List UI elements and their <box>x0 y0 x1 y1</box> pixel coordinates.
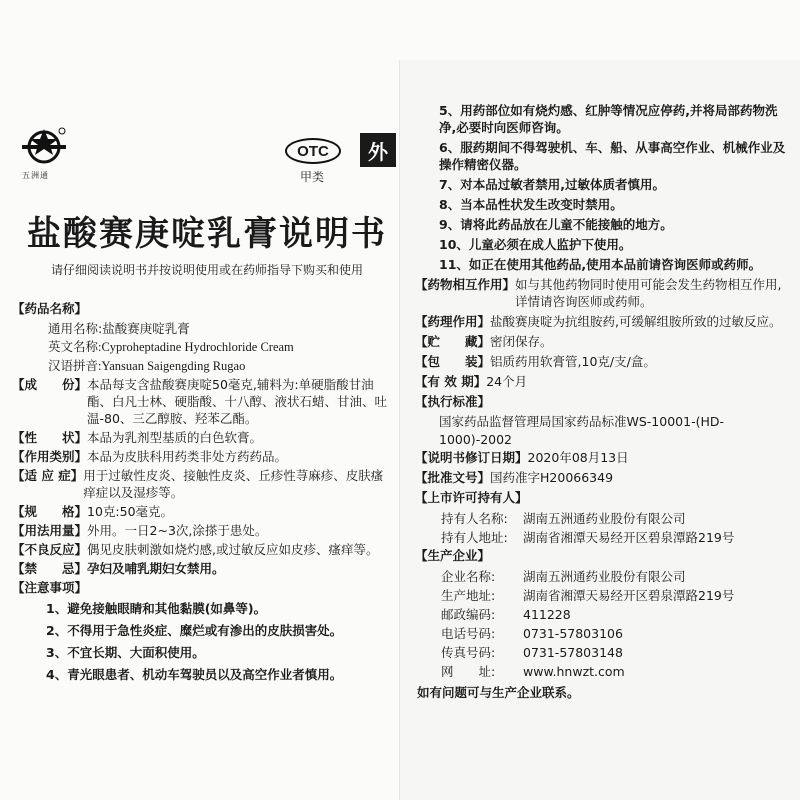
precaution-item: 5、用药部位如有烧灼感、红肿等情况应停药,并将局部药物洗净,必要时向医师咨询。 <box>439 103 778 135</box>
section-label: 【药物相互作用】 <box>415 277 516 292</box>
logo-wordmark: 五洲通 <box>22 171 49 180</box>
section-pharmacology <box>415 313 790 330</box>
section-label: 【规 格】 <box>12 504 88 519</box>
section-label: 【执行标准】 <box>415 394 491 409</box>
section-indications <box>12 467 392 501</box>
holder-address: 湖南省湘潭天易经开区碧泉潭路219号 <box>523 530 735 545</box>
section-label: 【性 状】 <box>12 430 88 445</box>
fax-row <box>415 643 790 662</box>
field-key: 传真号码: <box>441 645 496 660</box>
usage-text: 外用。一日2~3次,涂搽于患处。 <box>87 523 268 538</box>
otc-badge: OTC <box>285 138 341 164</box>
website-row <box>415 662 790 681</box>
section-label: 【禁 忌】 <box>12 561 88 576</box>
section-ingredients <box>12 376 392 427</box>
section-label: 【生产企业】 <box>415 548 491 563</box>
section-package <box>415 353 790 370</box>
holder-name-row <box>415 509 790 528</box>
section-label: 【贮 藏】 <box>415 334 491 349</box>
spec-text: 10克:50毫克。 <box>87 504 174 519</box>
section-spec <box>12 503 392 520</box>
category-text: 本品为皮肤科用药类非处方药药品。 <box>87 449 288 464</box>
english-name: 英文名称:Cyproheptadine Hydrochloride Cream <box>48 340 294 354</box>
section-usage <box>12 522 392 539</box>
section-label: 【成 份】 <box>12 377 88 392</box>
section-label: 【药理作用】 <box>415 314 491 329</box>
section-standard <box>415 393 790 410</box>
postcode-row <box>415 605 790 624</box>
revision-date-text: 2020年08月13日 <box>527 450 629 465</box>
section-label: 【说明书修订日期】 <box>415 450 528 465</box>
field-key: 生产地址: <box>441 588 496 603</box>
section-appearance <box>12 429 392 446</box>
generic-name: 通用名称:盐酸赛庚啶乳膏 <box>48 321 190 336</box>
maker-address-row <box>415 586 790 605</box>
field-key: 邮政编码: <box>441 607 496 622</box>
indications-text: 用于过敏性皮炎、接触性皮炎、丘疹性荨麻疹、皮肤瘙痒症以及湿疹等。 <box>83 468 384 500</box>
section-validity <box>415 373 790 390</box>
section-contraindications <box>12 560 392 577</box>
standard-text: 国家药品监督管理局国家药品标准WS-10001-(HD-1000)-2002 <box>439 414 724 447</box>
precaution-item: 9、请将此药品放在儿童不能接触的地方。 <box>439 217 673 232</box>
maker-name-row <box>415 567 790 586</box>
field-key: 持有人名称: <box>441 511 508 526</box>
external-use-badge: 外 <box>360 133 396 167</box>
package-text: 铝质药用软膏管,10克/支/盒。 <box>490 354 656 369</box>
pharmacology-text: 盐酸赛庚啶为抗组胺药,可缓解组胺所致的过敏反应。 <box>490 314 782 329</box>
section-label: 【上市许可持有人】 <box>415 490 528 505</box>
left-column <box>12 300 392 686</box>
contact-notice: 如有问题可与生产企业联系。 <box>417 685 580 700</box>
precaution-item: 8、当本品性状发生改变时禁用。 <box>439 197 623 212</box>
precaution-item: 2、不得用于急性炎症、糜烂或有渗出的皮肤损害处。 <box>46 623 343 638</box>
contraindications-text: 孕妇及哺乳期妇女禁用。 <box>87 561 225 576</box>
usage-notice: 请仔细阅读说明书并按说明使用或在药师指导下购买和使用 <box>50 263 363 277</box>
section-label: 【作用类别】 <box>12 449 88 464</box>
right-column <box>415 102 790 703</box>
website: www.hnwzt.com <box>523 664 625 679</box>
storage-text: 密闭保存。 <box>490 334 553 349</box>
holder-address-row <box>415 528 790 547</box>
section-label: 【有 效 期】 <box>415 374 487 389</box>
section-manufacturer <box>415 547 790 564</box>
holder-name: 湖南五洲通药业股份有限公司 <box>523 511 686 526</box>
precaution-item: 11、如正在使用其他药品,使用本品前请咨询医师或药师。 <box>439 257 762 272</box>
approval-number: 国药准字H20066349 <box>490 470 614 485</box>
maker-name: 湖南五洲通药业股份有限公司 <box>523 569 686 584</box>
fax-number: 0731-57803148 <box>523 645 623 660</box>
precaution-item: 3、不宜长期、大面积使用。 <box>46 645 205 660</box>
section-interactions <box>415 276 790 310</box>
section-label: 【用法用量】 <box>12 523 88 538</box>
section-revision-date <box>415 449 790 466</box>
precaution-item: 7、对本品过敏者禁用,过敏体质者慎用。 <box>439 177 665 192</box>
pinyin-name: 汉语拼音:Yansuan Saigengding Rugao <box>48 359 246 373</box>
section-category <box>12 448 392 465</box>
otc-class-label: 甲类 <box>300 170 325 184</box>
section-drug-name <box>12 300 392 317</box>
phone-number: 0731-57803106 <box>523 626 623 641</box>
section-storage <box>415 333 790 350</box>
adverse-text: 偶见皮肤刺激如烧灼感,或过敏反应如皮疹、瘙痒等。 <box>87 542 379 557</box>
interactions-text: 如与其他药物同时使用可能会发生药物相互作用,详情请咨询医师或药师。 <box>515 277 782 309</box>
section-label: 【药品名称】 <box>12 301 88 316</box>
section-holder <box>415 489 790 506</box>
section-precautions <box>12 579 392 596</box>
postcode: 411228 <box>523 607 571 622</box>
appearance-text: 本品为乳剂型基质的白色软膏。 <box>87 430 263 445</box>
ingredients-text: 本品每支含盐酸赛庚啶50毫克,辅料为:单硬脂酸甘油酯、白凡士林、硬脂酸、十八醇、液状石蜡、甘油、吐温-80、三乙醇胺、羟苯乙酯。 <box>87 377 388 426</box>
section-adverse <box>12 541 392 558</box>
section-label: 【批准文号】 <box>415 470 491 485</box>
section-approval <box>415 469 790 486</box>
field-key: 持有人地址: <box>441 530 508 545</box>
precaution-item: 10、儿童必须在成人监护下使用。 <box>439 237 632 252</box>
section-label: 【包 装】 <box>415 354 491 369</box>
column-divider <box>399 60 400 800</box>
precaution-item: 1、避免接触眼睛和其他黏膜(如鼻等)。 <box>46 601 267 616</box>
precaution-item: 4、青光眼患者、机动车驾驶员以及高空作业者慎用。 <box>46 667 343 682</box>
field-key: 电话号码: <box>441 626 496 641</box>
maker-address: 湖南省湘潭天易经开区碧泉潭路219号 <box>523 588 735 603</box>
section-label: 【不良反应】 <box>12 542 88 557</box>
validity-text: 24个月 <box>486 374 528 389</box>
section-label: 【注意事项】 <box>12 580 88 595</box>
phone-row <box>415 624 790 643</box>
leaflet-title: 盐酸赛庚啶乳膏说明书 <box>27 214 387 254</box>
field-key: 企业名称: <box>441 569 496 584</box>
section-label: 【适 应 症】 <box>12 468 84 483</box>
field-key: 网 址: <box>441 664 496 679</box>
precaution-item: 6、服药期间不得驾驶机、车、船、从事高空作业、机械作业及操作精密仪器。 <box>439 140 786 172</box>
